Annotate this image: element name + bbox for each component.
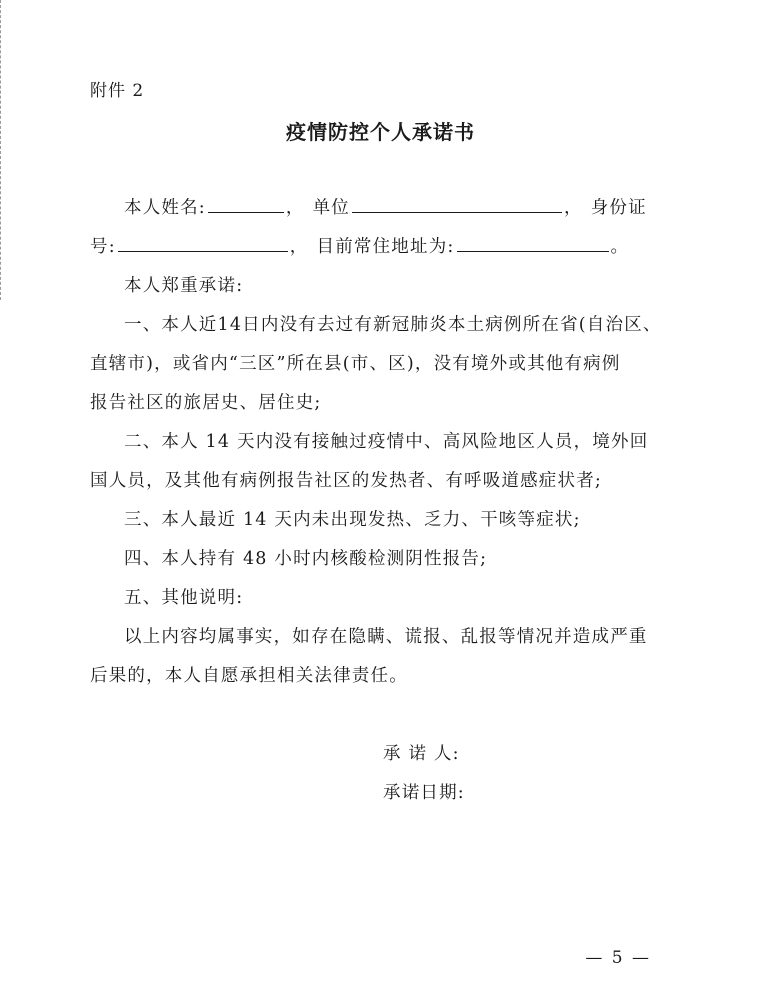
item-4: 四、本人持有 48 小时内核酸检测阴性报告;	[124, 549, 488, 569]
item-1-line-1: 一、本人近14日内没有去过有新冠肺炎本土病例所在省(自治区、	[124, 315, 662, 335]
attachment-label: 附件 2	[90, 81, 145, 101]
id-label-cont: 号:	[90, 237, 116, 257]
pledge-date-label: 承诺日期:	[383, 783, 465, 803]
item-5: 五、其他说明:	[124, 588, 244, 608]
form-line-1	[124, 194, 647, 219]
item-1-line-3: 报告社区的旅居史、居住史;	[90, 393, 322, 413]
id-label: 身份证	[590, 198, 647, 218]
page-number: — 5 —	[585, 948, 651, 968]
name-blank[interactable]	[208, 211, 284, 213]
scan-edge-mark	[0, 0, 3, 300]
item-2-line-1: 二、本人 14 天内没有接触过疫情中、高风险地区人员，境外回	[124, 432, 649, 452]
comma-1: ，	[285, 198, 305, 218]
declaration-line-1: 以上内容均属事实，如存在隐瞒、谎报、乱报等情况并造成严重	[124, 627, 648, 647]
pledge-intro: 本人郑重承诺:	[124, 276, 244, 296]
item-1-line-2: 直辖市)，或省内“三区”所在县(市、区)，没有境外或其他有病例	[90, 354, 621, 374]
name-label: 本人姓名:	[124, 198, 206, 218]
address-label: 目前常住地址为:	[316, 237, 455, 257]
item-3: 三、本人最近 14 天内未出现发热、乏力、干咳等症状;	[124, 510, 581, 530]
document-title: 疫情防控个人承诺书	[286, 120, 475, 144]
id-number-blank[interactable]	[118, 250, 288, 252]
unit-blank[interactable]	[352, 211, 562, 213]
end-period: 。	[610, 237, 630, 257]
unit-label: 单位	[312, 198, 351, 218]
comma-3: ，	[289, 237, 309, 257]
form-line-2	[90, 233, 629, 258]
pledger-label: 承 诺 人:	[383, 744, 460, 764]
declaration-line-2: 后果的，本人自愿承担相关法律责任。	[90, 666, 408, 686]
comma-2: ，	[564, 198, 583, 218]
item-2-line-2: 国人员，及其他有病例报告社区的发热者、有呼吸道感症状者;	[90, 471, 602, 491]
address-blank[interactable]	[457, 250, 609, 252]
